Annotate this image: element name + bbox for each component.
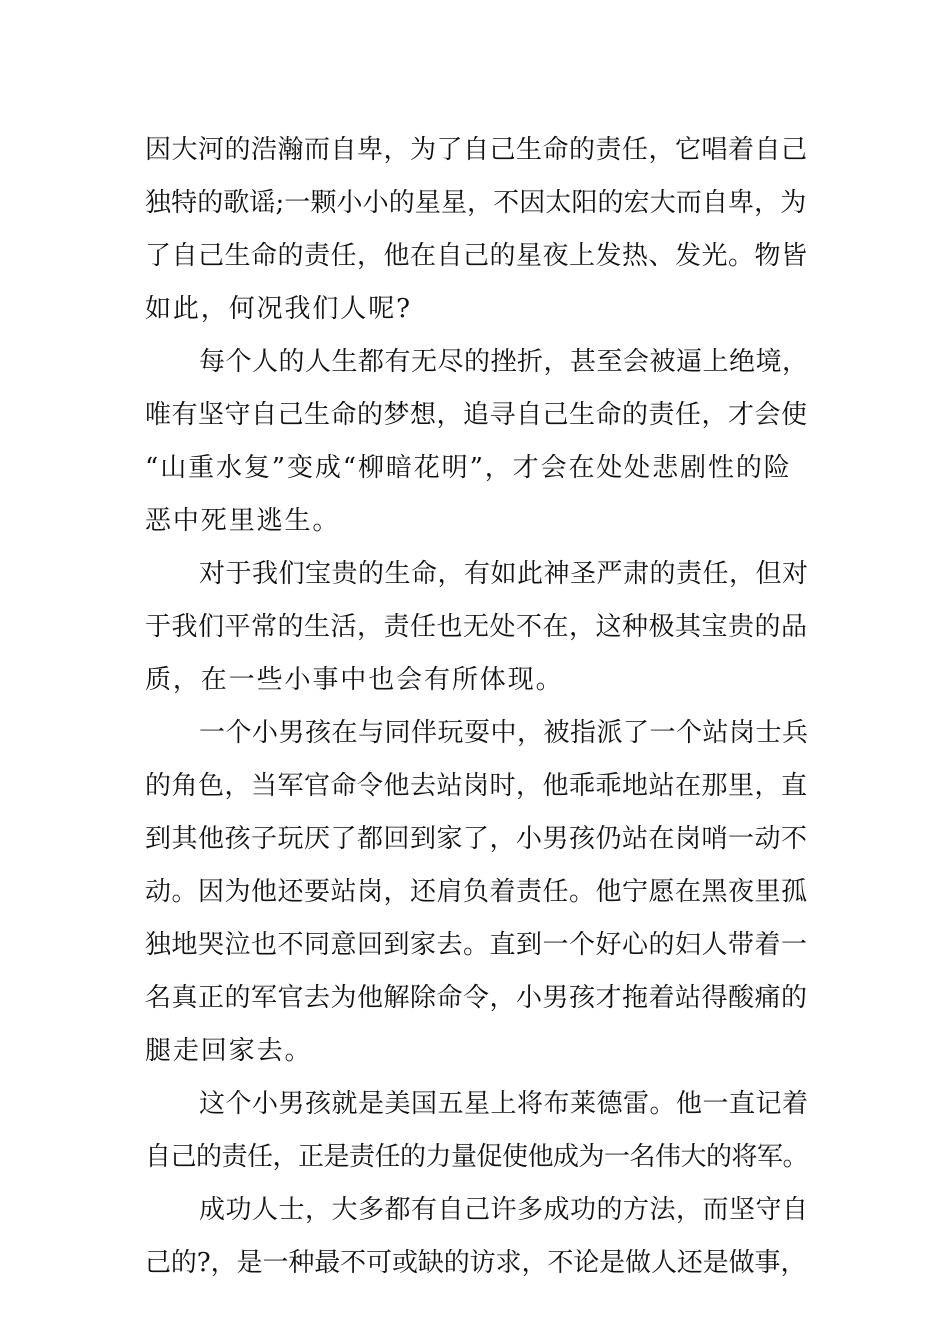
text-line: 成功人士，大多都有自己许多成功的方法，而坚守自 bbox=[199, 1195, 809, 1225]
text-line: 腿走回家去。 bbox=[145, 1036, 313, 1066]
text-line: 了自己生命的责任，他在自己的星夜上发热、发光。物皆 bbox=[145, 241, 808, 271]
body-text bbox=[145, 124, 810, 1290]
text-line: 质，在一些小事中也会有所体现。 bbox=[145, 665, 564, 695]
text-line: 名真正的军官去为他解除命令，小男孩才拖着站得酸痛的 bbox=[145, 983, 808, 1013]
text-line: 如此，何况我们人呢? bbox=[145, 294, 412, 324]
text-line: 独地哭泣也不同意回到家去。直到一个好心的妇人带着一 bbox=[145, 930, 808, 960]
text-line: “山重水复”变成“柳暗花明”，才会在处处悲剧性的险 bbox=[145, 453, 792, 483]
text-line: 的角色，当军官命令他去站岗时，他乖乖地站在那里，直 bbox=[145, 771, 808, 801]
text-line: 独特的歌谣;一颗小小的星星，不因太阳的宏大而自卑，为 bbox=[145, 188, 807, 218]
text-line: 恶中死里逃生。 bbox=[145, 506, 341, 536]
text-line: 到其他孩子玩厌了都回到家了，小男孩仍站在岗哨一动不 bbox=[145, 824, 808, 854]
text-line: 自己的责任，正是责任的力量促使他成为一名伟大的将军。 bbox=[145, 1142, 809, 1172]
text-line: 一个小男孩在与同伴玩耍中，被指派了一个站岗士兵 bbox=[199, 718, 809, 748]
text-line: 这个小男孩就是美国五星上将布莱德雷。他一直记着 bbox=[199, 1089, 809, 1119]
text-line: 己的?，是一种最不可或缺的访求，不论是做人还是做事， bbox=[145, 1248, 807, 1278]
text-line: 于我们平常的生活，责任也无处不在，这种极其宝贵的品 bbox=[145, 612, 808, 642]
text-line: 动。因为他还要站岗，还肩负着责任。他宁愿在黑夜里孤 bbox=[145, 877, 808, 907]
text-line: 因大河的浩瀚而自卑，为了自己生命的责任，它唱着自己 bbox=[145, 135, 808, 165]
text-line: 每个人的人生都有无尽的挫折，甚至会被逼上绝境， bbox=[199, 347, 809, 377]
text-line: 对于我们宝贵的生命，有如此神圣严肃的责任，但对 bbox=[199, 559, 809, 589]
text-line: 唯有坚守自己生命的梦想，追寻自己生命的责任，才会使 bbox=[145, 400, 808, 430]
